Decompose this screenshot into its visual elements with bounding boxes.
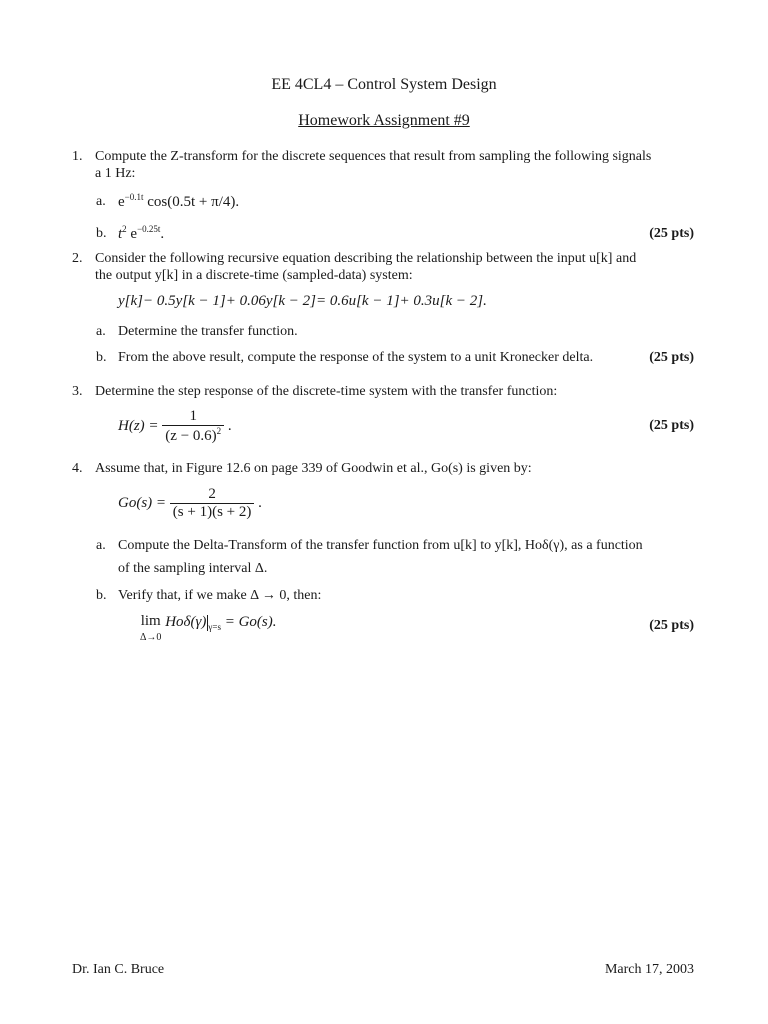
q4a-text-line1: Compute the Delta-Transform of the transfer function from u[k] to y[k], Hoδ(γ), as a function xyxy=(118,538,643,553)
q2b-text: From the above result, compute the response of the system to a unit Kronecker delta. xyxy=(118,350,594,365)
assignment-title: Homework Assignment #9 xyxy=(298,112,470,129)
q4b-label: b. xyxy=(96,588,107,603)
q1a-label: a. xyxy=(96,194,106,209)
q2a-label: a. xyxy=(96,324,106,339)
course-title: EE 4CL4 – Control System Design xyxy=(271,76,497,93)
q1a-equation: $e^{-0.1t}$ cos(0.5t + π/4). xyxy=(118,192,240,210)
q4a-text-line2: of the sampling interval Δ. xyxy=(118,561,268,576)
q1-text-line2: a 1 Hz: xyxy=(95,166,136,181)
q3-text: Determine the step response of the discrete-time system with the transfer function: xyxy=(95,384,558,399)
q2b-label: b. xyxy=(96,350,107,365)
q4b-text: Verify that, if we make Δ → 0, then: xyxy=(118,588,322,603)
q2-points: (25 pts) xyxy=(649,350,694,365)
q4-equation: Go(s) = $\frac{2}{(s + 1)(s + 2)}$ . xyxy=(118,486,262,520)
q3-points: (25 pts) xyxy=(649,418,694,433)
q2-text-line2: the output y[k] in a discrete-time (sampled-data) system: xyxy=(95,268,413,283)
q2-number: 2. xyxy=(72,251,83,266)
q1-text-line1: Compute the Z-transform for the discrete sequences that result from sampling the following signals xyxy=(95,149,652,164)
q4-number: 4. xyxy=(72,461,83,476)
q1-points: (25 pts) xyxy=(649,226,694,241)
q3-number: 3. xyxy=(72,384,83,399)
q3-equation: H(z) = $\frac{1}{(z - 0.6)^2}$ . xyxy=(118,408,232,444)
footer-author: Dr. Ian C. Bruce xyxy=(72,962,165,977)
q1b-label: b. xyxy=(96,226,107,241)
q2-equation: y[k]− 0.5y[k − 1]+ 0.06y[k − 2]= 0.6u[k − 1]+ 0.3u[k − 2]. xyxy=(118,293,487,309)
q4-text: Assume that, in Figure 12.6 on page 339 of Goodwin et al., Go(s) is given by: xyxy=(95,461,532,476)
q1b-equation: $t^2$ $e^{-0.25t}$. xyxy=(118,224,165,242)
q2a-text: Determine the transfer function. xyxy=(118,324,298,339)
q4-points: (25 pts) xyxy=(649,618,694,633)
q2-text-line1: Consider the following recursive equation describing the relationship between the input u[k] and xyxy=(95,251,637,266)
q4a-label: a. xyxy=(96,538,106,553)
q1-number: 1. xyxy=(72,149,83,164)
footer-date: March 17, 2003 xyxy=(604,962,694,977)
q4-limit-equation: lim Δ→0 Hoδ(γ) $_{\gamma=s}$ = Go(s). xyxy=(140,613,277,643)
